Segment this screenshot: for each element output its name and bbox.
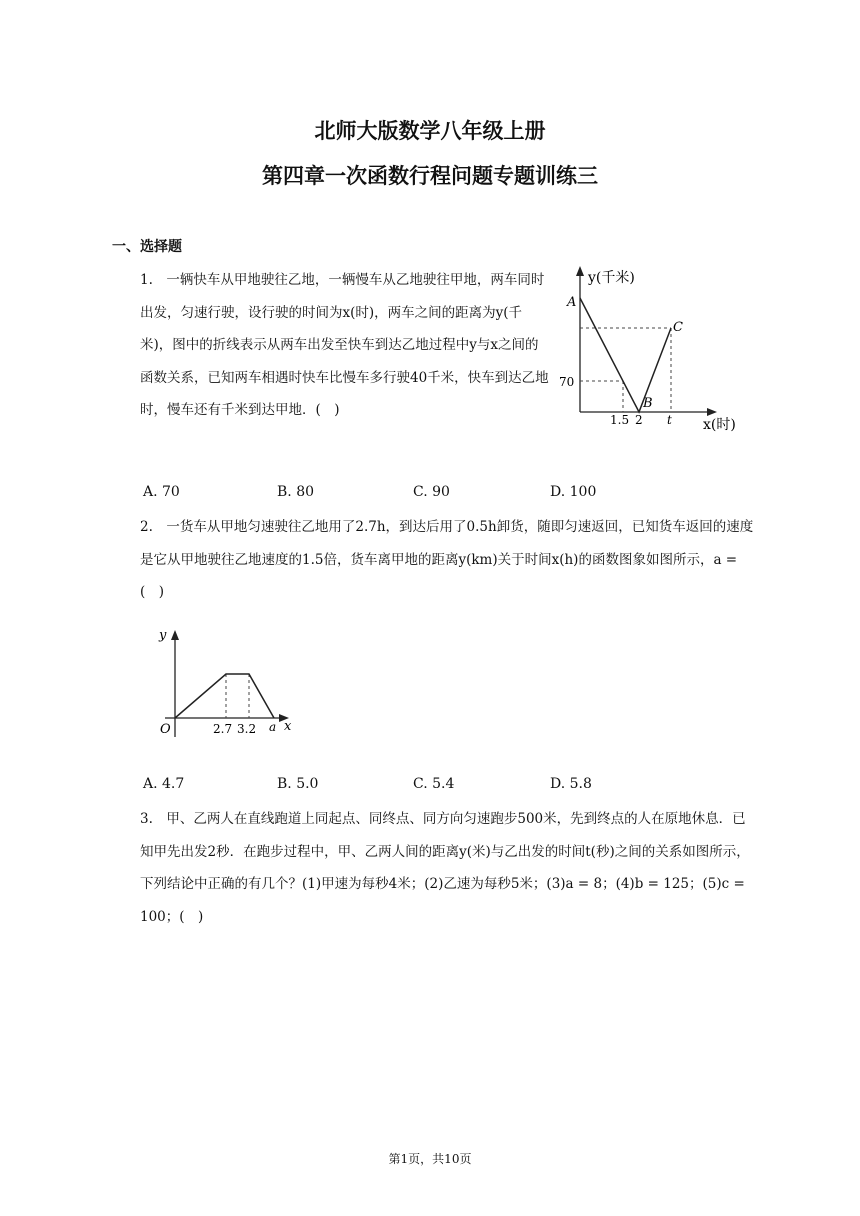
- page-subtitle: 第四章一次函数行程问题专题训练三: [262, 164, 598, 188]
- question-1-figure: [555, 262, 760, 437]
- question-1-text: 1. 一辆快车从甲地驶往乙地，一辆慢车从乙地驶往甲地，两车同时出发，匀速行驶，设行驶的时间为x(时)，两车之间的距离为y(千米)，图中的折线表示从两车出发至快车到达乙地过程中y与x之间的函数关系，已知两车相遇时快车比慢车多行驶40千米，快车到达乙地时，慢车还有千米到达甲地．( ): [140, 272, 549, 418]
- fig2-y-arrow: [171, 630, 179, 640]
- fig1-point-C: C: [673, 320, 683, 335]
- q1-option-d[interactable]: D. 100: [550, 484, 597, 500]
- fig2-origin: O: [160, 722, 171, 737]
- fig1-x-label: x(时): [703, 417, 736, 433]
- fig1-x-arrow: [707, 408, 717, 416]
- fig1-y-arrow: [576, 266, 584, 276]
- fig1-point-B: B: [643, 396, 653, 411]
- section-heading: 一、选择题: [112, 239, 182, 255]
- q2-option-a[interactable]: A. 4.7: [143, 776, 185, 792]
- q2-option-c[interactable]: C. 5.4: [413, 776, 455, 792]
- fig2-y-label: y: [159, 628, 167, 643]
- question-2-figure: [150, 622, 300, 742]
- fig2-x-label: x: [284, 719, 292, 734]
- q1-option-a[interactable]: A. 70: [143, 484, 180, 500]
- fig2-tick-a: a: [269, 720, 277, 734]
- fig1-tick-70: 70: [559, 375, 575, 389]
- fig2-tick-32: 3.2: [237, 722, 257, 736]
- q2-option-b[interactable]: B. 5.0: [277, 776, 319, 792]
- fig1-point-A: A: [567, 295, 577, 310]
- q1-option-c[interactable]: C. 90: [413, 484, 450, 500]
- fig1-graph-line: [580, 298, 671, 412]
- fig2-graph-line: [175, 674, 274, 718]
- fig1-tick-2: 2: [635, 413, 643, 427]
- q2-option-d[interactable]: D. 5.8: [550, 776, 592, 792]
- question-2-text: 2. 一货车从甲地匀速驶往乙地用了2.7h，到达后用了0.5h卸货，随即匀速返回，已知货车返回的速度是它从甲地驶往乙地速度的1.5倍，货车离甲地的距离y(km)关于时间x(h)的函数图象如图所示，a =( ): [140, 519, 754, 600]
- question-3-text: 3. 甲、乙两人在直线跑道上同起点、同终点、同方向匀速跑步500米，先到终点的人在原地休息．已知甲先出发2秒．在跑步过程中，甲、乙两人间的距离y(米)与乙出发的时间t(秒)之间的关系如图所示，下列结论中正确的有几个？(1)甲速为每秒4米；(2)乙速为每秒5米；(3)a = 8；(4)b = 125；(5)c = 100；( ): [140, 811, 750, 925]
- q1-option-b[interactable]: B. 80: [277, 484, 315, 500]
- page-footer: 第1页，共10页: [388, 1152, 472, 1166]
- fig1-tick-t: t: [667, 413, 672, 427]
- fig1-tick-15: 1.5: [610, 413, 630, 427]
- fig1-y-label: y(千米): [588, 270, 635, 286]
- fig2-tick-27: 2.7: [213, 722, 233, 736]
- page-title: 北师大版数学八年级上册: [314, 119, 546, 143]
